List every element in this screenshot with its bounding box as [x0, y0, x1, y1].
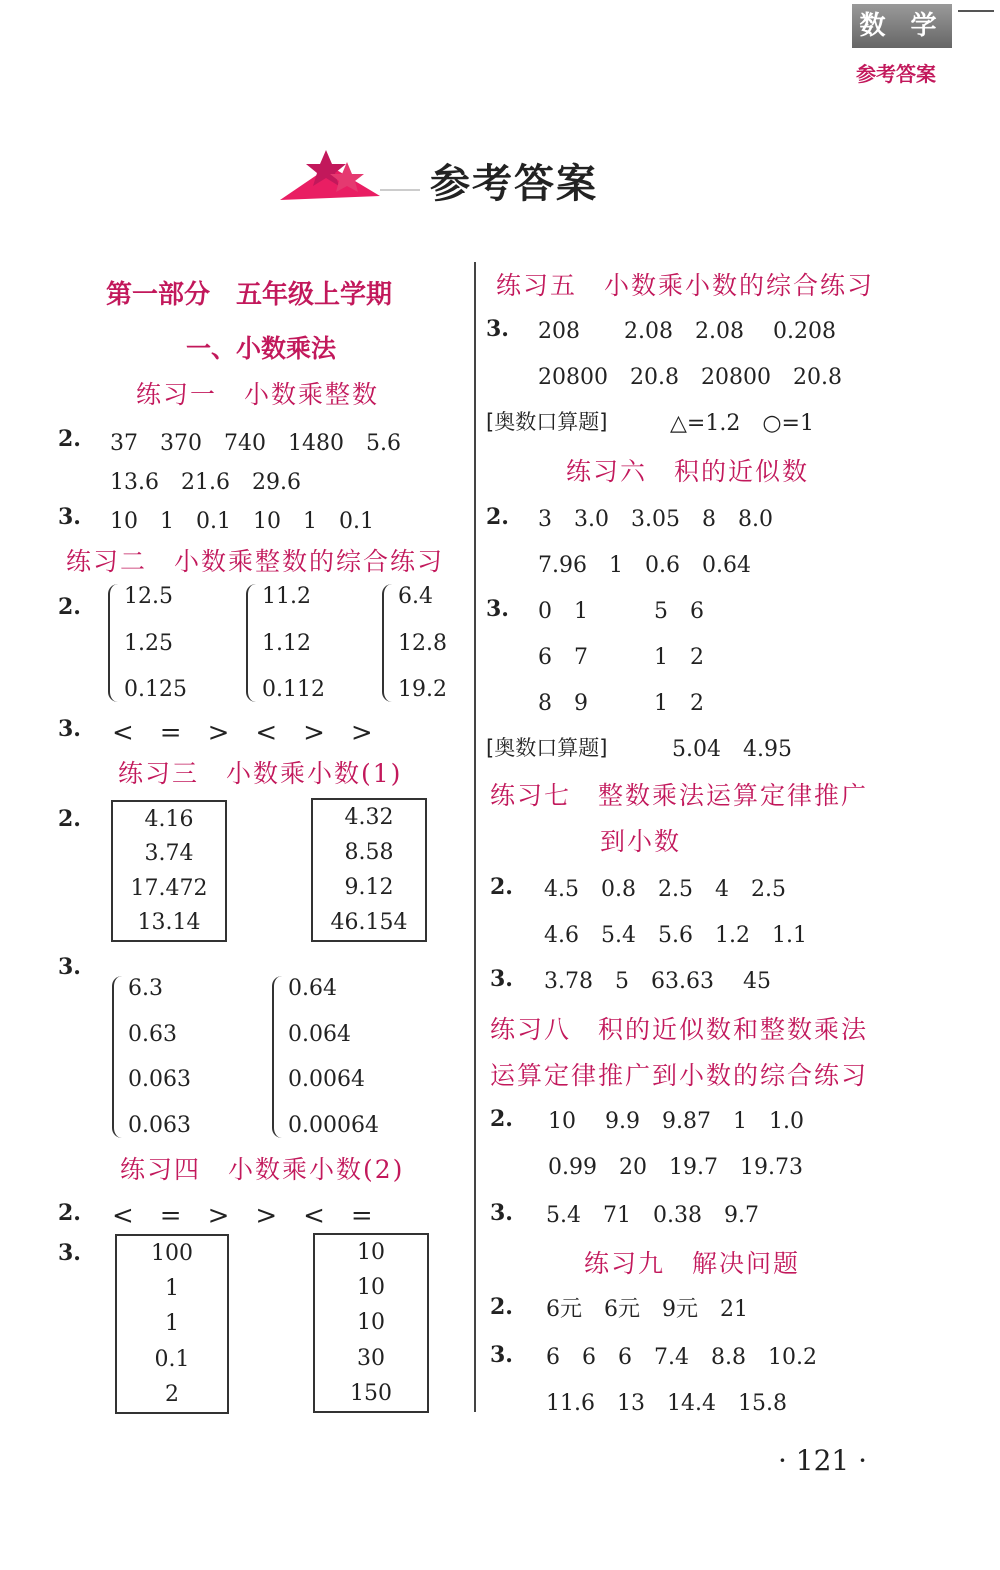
value: 9.12	[344, 875, 394, 900]
ex2-q3-line: < = > < > >	[112, 718, 373, 748]
ex8-q2-line1: 10 9.9 9.87 1 1.0	[548, 1109, 804, 1134]
value: 0.0064	[288, 1067, 365, 1093]
ex9-title: 练习九 解决问题	[584, 1249, 801, 1278]
ex6-q3-number: 3.	[486, 596, 509, 622]
value: 10	[357, 1275, 385, 1301]
ex5-q3-line1: 208 2.08 2.08 0.208	[538, 319, 836, 344]
value: 8.58	[344, 840, 394, 865]
ex1-q2-line2: 13.6 21.6 29.6	[110, 470, 301, 495]
ex4-q3-number: 3.	[58, 1240, 81, 1266]
subject-label: 数 学	[859, 11, 945, 41]
value: 1.25	[124, 630, 173, 656]
ex5-title: 练习五 小数乘小数的综合练习	[496, 271, 875, 300]
ex6-q2-line2: 7.96 1 0.6 0.64	[538, 553, 751, 578]
value: 4.32	[344, 805, 394, 830]
value: 13.14	[137, 910, 201, 936]
ex6-title: 练习六 积的近似数	[566, 457, 810, 486]
subject-badge	[852, 4, 952, 48]
value: 46.154	[330, 910, 408, 935]
ex4-title: 练习四 小数乘小数(2)	[120, 1155, 405, 1184]
ex6-q2-number: 2.	[486, 504, 509, 530]
ex1-q3-number: 3.	[58, 504, 81, 530]
ex4-q2-number: 2.	[58, 1200, 81, 1226]
value: 0.064	[288, 1021, 351, 1047]
ex4-answer-box-2	[313, 1233, 429, 1413]
ex1-q3-line: 10 1 0.1 10 1 0.1	[110, 509, 374, 534]
ex9-q2-line: 6元 6元 9元 21	[546, 1297, 748, 1322]
ex8-q2-number: 2.	[490, 1106, 513, 1132]
value: 1.12	[262, 630, 311, 656]
ex8-q2-line2: 0.99 20 19.7 19.73	[548, 1155, 803, 1180]
ex2-q3-number: 3.	[58, 716, 81, 742]
ex9-q3-number: 3.	[490, 1342, 513, 1368]
value: 0.125	[124, 677, 187, 702]
ex1-title: 练习一 小数乘整数	[136, 380, 380, 409]
value: 0.1	[154, 1346, 190, 1372]
ex3-brace-group-1	[112, 976, 191, 1138]
ex1-q2-line1: 37 370 740 1480 5.6	[110, 431, 401, 456]
page-title: 参考答案	[430, 161, 598, 207]
ex8-title-line2: 运算定律推广到小数的综合练习	[490, 1061, 869, 1090]
ex3-title: 练习三 小数乘小数(1)	[118, 759, 403, 788]
ex8-q3-line: 5.4 71 0.38 9.7	[546, 1203, 759, 1228]
ex8-q3-number: 3.	[490, 1200, 513, 1226]
ex9-q2-number: 2.	[490, 1294, 513, 1320]
ex2-title: 练习二 小数乘整数的综合练习	[66, 547, 445, 576]
value: 19.2	[398, 677, 447, 702]
value: 12.8	[398, 630, 447, 656]
page-number: · 121 ·	[778, 1444, 868, 1477]
value: 100	[151, 1241, 193, 1267]
value: 0.00064	[288, 1112, 379, 1138]
value: 4.16	[144, 806, 194, 832]
ex7-title-line1: 练习七 整数乘法运算定律推广	[490, 781, 869, 810]
value: 0.63	[128, 1021, 177, 1047]
ex5-bonus-answer: △=1.2 ○=1	[670, 411, 814, 436]
ex6-q3-line2: 6 7 1 2	[538, 645, 704, 670]
ex9-q3-line2: 11.6 13 14.4 15.8	[546, 1391, 787, 1416]
ex7-q3-line: 3.78 5 63.63 45	[544, 969, 771, 994]
value: 0.063	[128, 1067, 191, 1093]
ex7-q3-number: 3.	[490, 966, 513, 992]
value: 3.74	[144, 841, 194, 867]
value: 2	[165, 1381, 179, 1407]
ex6-q3-line3: 8 9 1 2	[538, 691, 704, 716]
star-decoration-icon	[280, 148, 420, 204]
ex9-q3-line1: 6 6 6 7.4 8.8 10.2	[546, 1345, 817, 1370]
value: 12.5	[124, 584, 173, 609]
ex5-q3-line2: 20800 20.8 20800 20.8	[538, 365, 842, 390]
column-divider	[474, 262, 476, 1412]
ex3-answer-box-2	[311, 798, 427, 942]
value: 6.3	[128, 976, 163, 1001]
ex4-q2-line: < = > > < =	[112, 1201, 373, 1231]
value: 17.472	[130, 875, 208, 901]
ex2-brace-group-1	[108, 584, 187, 702]
ex5-q3-number: 3.	[486, 316, 509, 342]
value: 150	[350, 1380, 392, 1406]
ex7-q2-line2: 4.6 5.4 5.6 1.2 1.1	[544, 923, 807, 948]
ex6-q3-line1: 0 1 5 6	[538, 599, 704, 624]
value: 6.4	[398, 584, 433, 609]
header-rule	[958, 10, 994, 12]
ex2-brace-group-3	[382, 584, 447, 702]
ex8-title-line1: 练习八 积的近似数和整数乘法	[490, 1015, 869, 1044]
value: 30	[357, 1345, 385, 1371]
ex3-brace-group-2	[272, 976, 379, 1138]
ex6-bonus-label: [奥数口算题]	[486, 736, 608, 760]
unit-heading: 一、小数乘法	[186, 334, 337, 363]
ex6-bonus-answer: 5.04 4.95	[672, 737, 792, 762]
ex4-answer-box-1	[115, 1234, 229, 1414]
value: 11.2	[262, 584, 311, 609]
value: 0.063	[128, 1112, 191, 1138]
part-heading: 第一部分 五年级上学期	[106, 280, 393, 310]
value: 0.112	[262, 677, 325, 702]
ex7-q2-number: 2.	[490, 874, 513, 900]
value: 1	[165, 1311, 179, 1337]
ex7-title-line2: 到小数	[600, 827, 682, 856]
value: 0.64	[288, 976, 337, 1001]
value: 10	[357, 1310, 385, 1336]
ex5-bonus-label: [奥数口算题]	[486, 410, 608, 434]
answer-tag: 参考答案	[856, 62, 936, 86]
ex7-q2-line1: 4.5 0.8 2.5 4 2.5	[544, 877, 786, 902]
ex1-q2-number: 2.	[58, 426, 81, 452]
ex2-q2-number: 2.	[58, 594, 81, 620]
ex2-brace-group-2	[246, 584, 325, 702]
value: 1	[165, 1276, 179, 1302]
ex3-q2-number: 2.	[58, 806, 81, 832]
ex6-q2-line1: 3 3.0 3.05 8 8.0	[538, 507, 773, 532]
ex3-answer-box-1	[111, 800, 227, 942]
value: 10	[357, 1240, 385, 1266]
ex3-q3-number: 3.	[58, 954, 81, 980]
